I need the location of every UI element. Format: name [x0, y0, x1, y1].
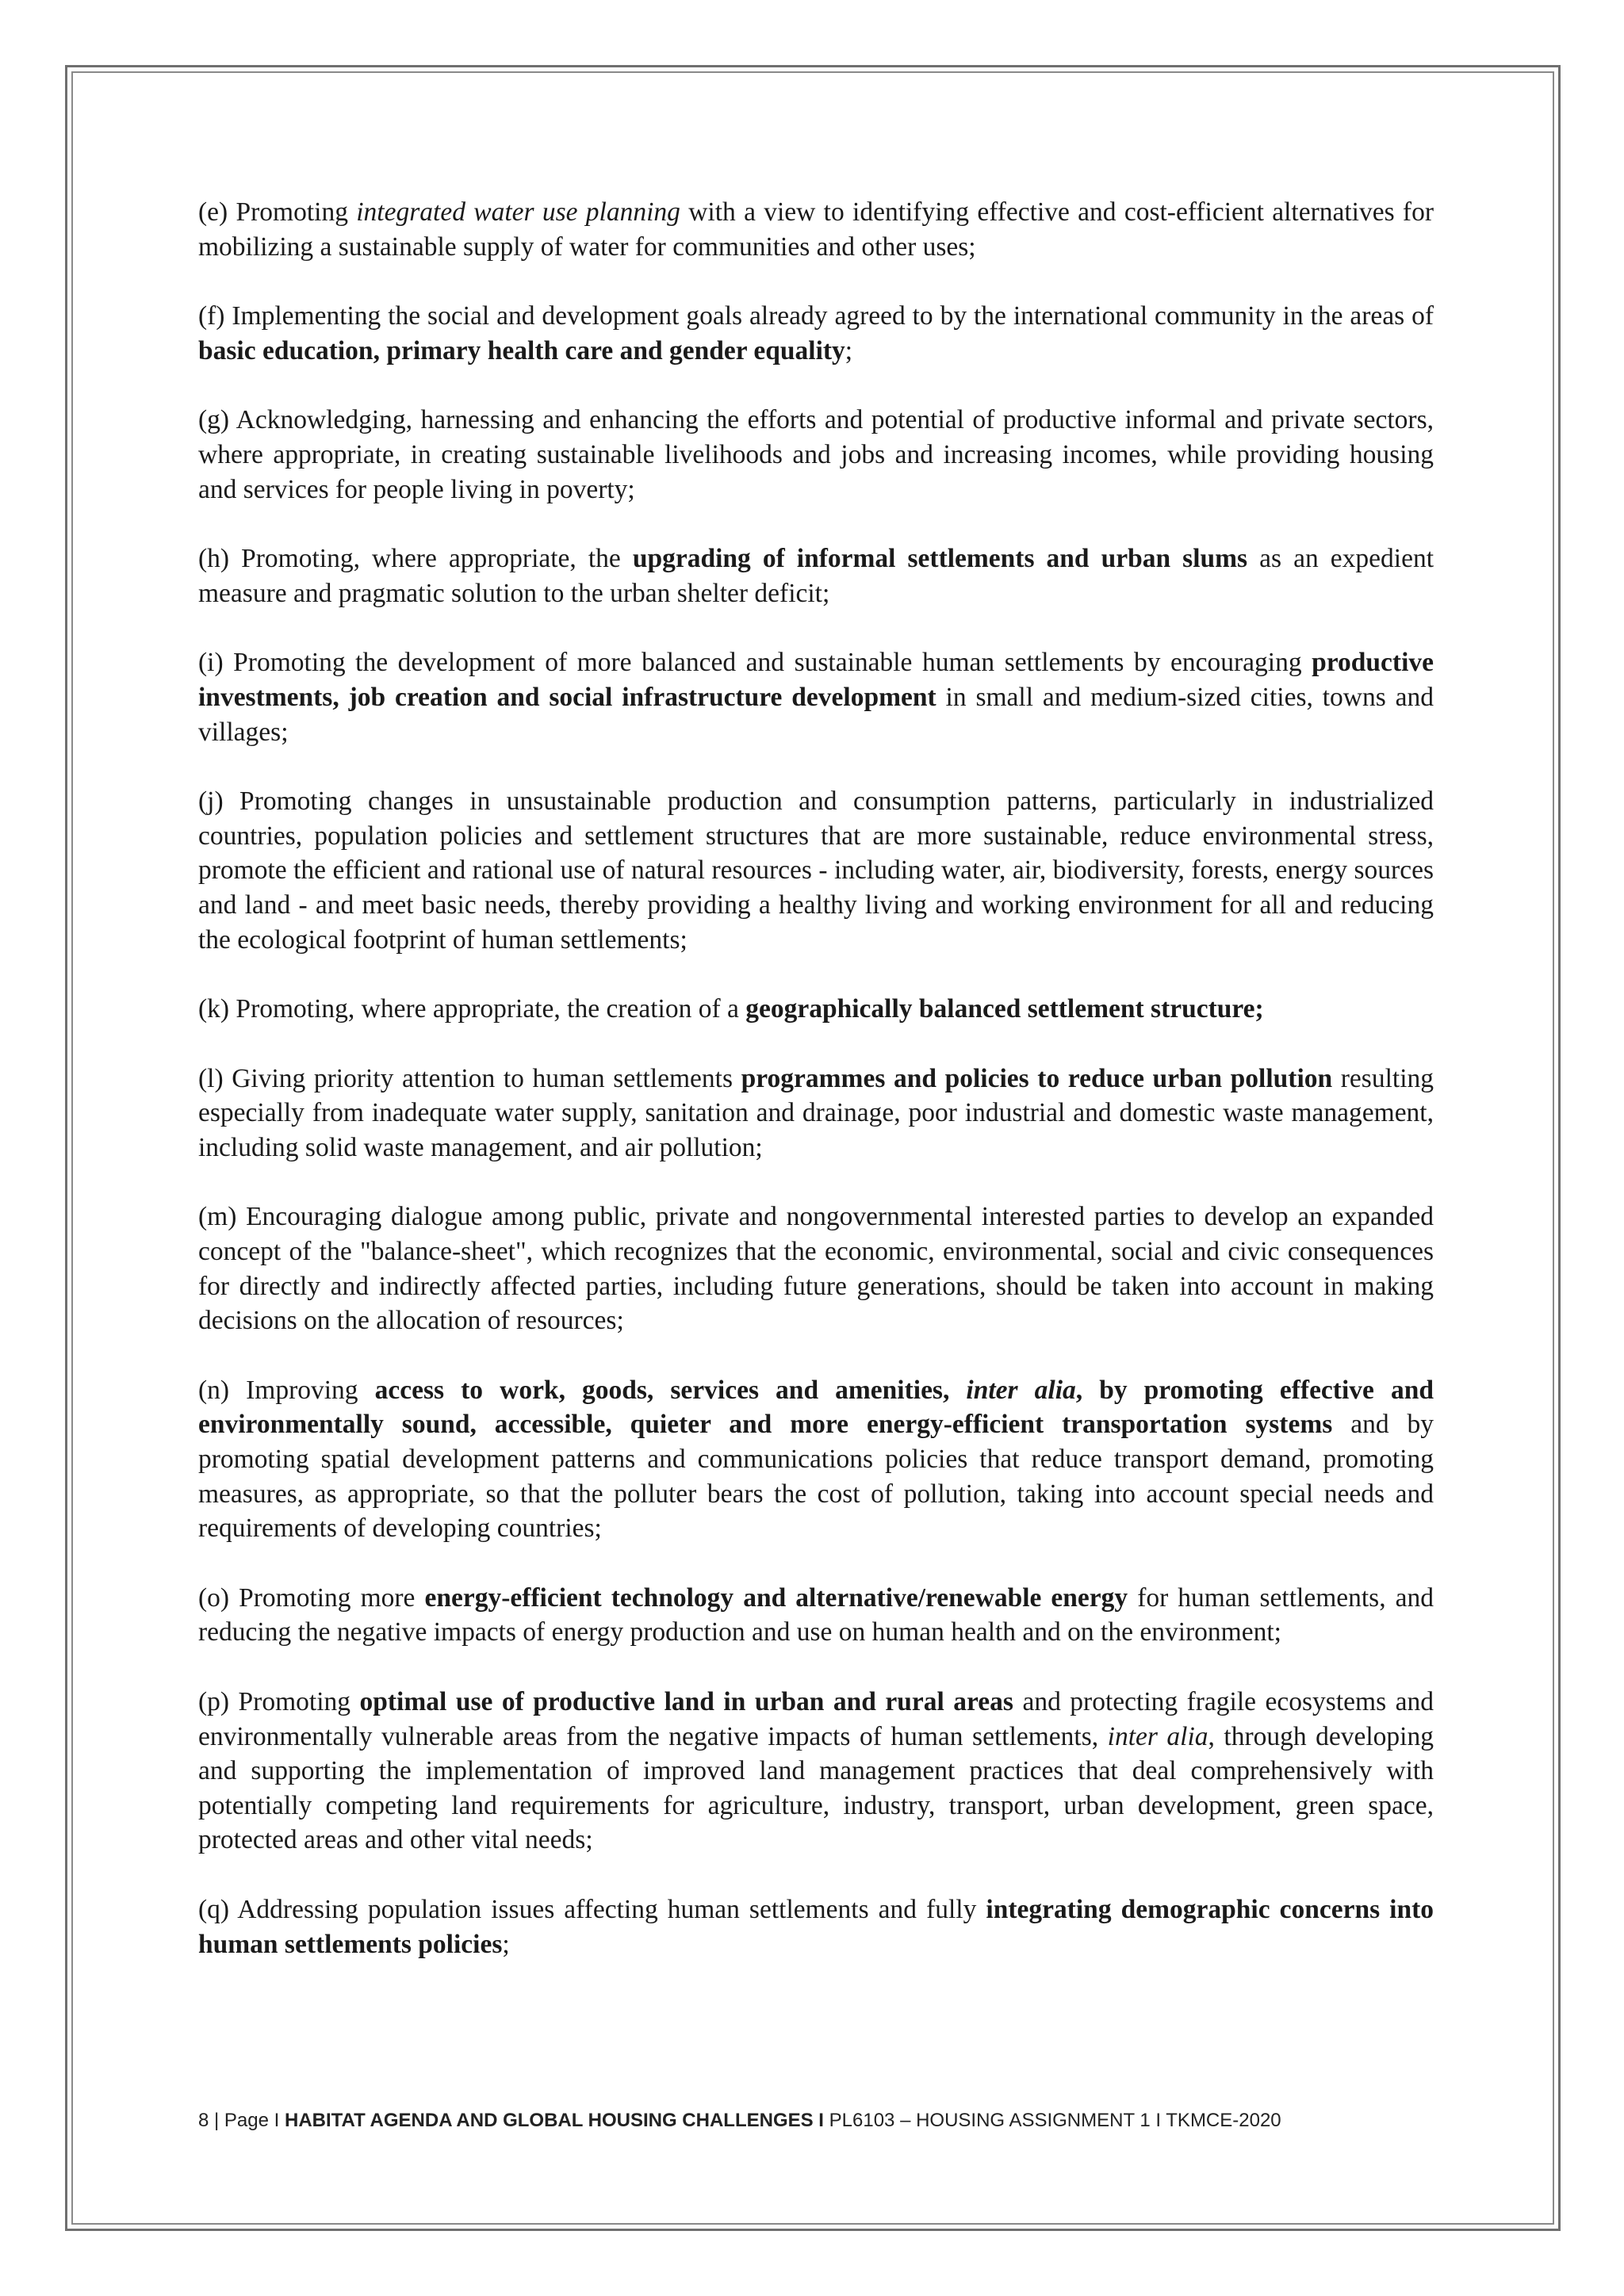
paragraph-n [198, 1373, 1434, 1546]
footer-course-info: PL6103 – HOUSING ASSIGNMENT 1 I TKMCE-2020 [829, 2110, 1281, 2131]
paragraph-e-segment: integrated water use planning [356, 197, 680, 227]
paragraph-i [198, 645, 1434, 749]
paragraph-q [198, 1892, 1434, 1961]
paragraph-o-segment: for human settlements, and reducing the negative impacts of energy production and use on human health and on the environment; [198, 1582, 1434, 1647]
paragraph-o-segment: energy-efficient technology and alternative/renewable energy [424, 1582, 1128, 1613]
paragraph-e [198, 195, 1434, 264]
paragraph-n-segment: and by promoting spatial development patterns and communications policies that reduce transport demand, promoting measures, as appropriate, so that the polluter bears the cost of pollution, taking into account special needs and requirements of developing countries; [198, 1410, 1434, 1544]
paragraph-e-segment: (e) Promoting [198, 197, 357, 227]
paragraph-e-segment: with a view to identifying effective and cost-efficient alternatives for mobilizing a sustainable supply of water for communities and other uses; [198, 197, 1434, 262]
paragraph-h [198, 541, 1434, 610]
page-footer [198, 2109, 1434, 2133]
paragraph-f-segment: basic education, primary health care and gender equality [198, 335, 845, 365]
paragraph-n-segment: access to work, goods, services and amenities, [374, 1375, 967, 1405]
paragraph-n-segment: (n) Improving [198, 1375, 375, 1405]
paragraph-k-segment: (k) Promoting, where appropriate, the creation of a [198, 994, 746, 1024]
paragraph-g-segment: (g) Acknowledging, harnessing and enhancing the efforts and potential of productive informal and private sectors, where appropriate, in creating sustainable livelihoods and jobs and increasing incomes, while providing housing and services for people living in poverty; [198, 405, 1434, 504]
document-body [198, 195, 1434, 1996]
paragraph-q-segment: (q) Addressing population issues affecting human settlements and fully [198, 1894, 986, 1924]
footer-page-number: 8 | Page I [198, 2110, 285, 2131]
paragraph-l-segment: resulting especially from inadequate water supply, sanitation and drainage, poor industrial and domestic waste management, including solid waste management, and air pollution; [198, 1063, 1434, 1162]
paragraph-h-segment: upgrading of informal settlements and urban slums [632, 544, 1248, 574]
paragraph-p [198, 1685, 1434, 1858]
paragraph-o-segment: (o) Promoting more [198, 1582, 425, 1613]
paragraph-m-segment: (m) Encouraging dialogue among public, private and nongovernmental interested parties to develop an expanded concept of the "balance-sheet", which recognizes that the economic, environmental, social and civic consequences for directly and indirectly affected parties, including future generations, should be taken into account in making decisions on the allocation of resources; [198, 1202, 1434, 1336]
paragraph-n-segment: inter alia [966, 1375, 1076, 1405]
paragraph-i-segment: in small and medium-sized cities, towns and villages; [198, 682, 1434, 747]
paragraph-l-segment: (l) Giving priority attention to human settlements [198, 1063, 741, 1093]
paragraph-q-segment: integrating demographic concerns into human settlements policies [198, 1894, 1434, 1959]
paragraph-f-segment: (f) Implementing the social and development goals already agreed to by the international community in the areas of [198, 301, 1434, 331]
paragraph-p-segment: and protecting fragile ecosystems and environmentally vulnerable areas from the negative impacts of human settlements, [198, 1687, 1434, 1751]
paragraph-m [198, 1200, 1434, 1337]
paragraph-p-segment: inter alia [1107, 1721, 1208, 1751]
paragraph-o [198, 1581, 1434, 1650]
paragraph-l [198, 1062, 1434, 1165]
paragraph-g [198, 403, 1434, 507]
paragraph-h-segment: as an expedient measure and pragmatic solution to the urban shelter deficit; [198, 544, 1434, 608]
paragraph-p-segment: (p) Promoting [198, 1687, 360, 1716]
paragraph-j-segment: (j) Promoting changes in unsustainable production and consumption patterns, particularly in industrialized countries, population policies and settlement structures that are more sustainable, reduce environmental stress, promote the efficient and rational use of natural resources - including water, air, biodiversity, forests, energy sources and land - and meet basic needs, thereby providing a healthy living and working environment for all and reducing the ecological footprint of human settlements; [198, 786, 1434, 955]
paragraph-p-segment: , through developing and supporting the implementation of improved land management practices that deal comprehensively with potentially competing land requirements for agriculture, industry, transport, urban development, green space, protected areas and other vital needs; [198, 1721, 1434, 1855]
paragraph-p-segment: optimal use of productive land in urban and rural areas [359, 1687, 1013, 1716]
paragraph-l-segment: programmes and policies to reduce urban pollution [741, 1063, 1333, 1093]
paragraph-k [198, 992, 1434, 1027]
paragraph-f-segment: ; [845, 335, 853, 365]
footer-document-title: HABITAT AGENDA AND GLOBAL HOUSING CHALLENGES I [284, 2110, 829, 2131]
paragraph-k-segment: geographically balanced settlement structure; [745, 994, 1264, 1024]
paragraph-h-segment: (h) Promoting, where appropriate, the [198, 544, 633, 574]
paragraph-i-segment: productive investments, job creation and social infrastructure development [198, 648, 1434, 712]
paragraph-q-segment: ; [502, 1929, 510, 1959]
paragraph-n-segment: , by promoting effective and environmentally sound, accessible, quieter and more energy-efficient transportation systems [198, 1375, 1434, 1440]
paragraph-f [198, 299, 1434, 368]
paragraph-i-segment: (i) Promoting the development of more balanced and sustainable human settlements by encouraging [198, 648, 1312, 678]
paragraph-j [198, 784, 1434, 957]
